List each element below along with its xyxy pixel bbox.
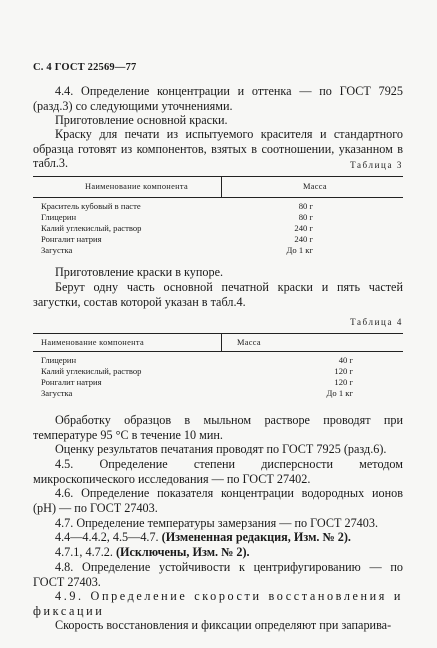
table-cell-mass: 40 г — [338, 355, 353, 365]
table-cell-mass: 80 г — [298, 201, 313, 211]
table-cell-name: Глицерин — [41, 212, 77, 222]
paragraph-berut: Берут одну часть основной печатной краски и пять частей загустки, состав которой указан в табл.4. — [33, 280, 403, 309]
table-cell-name: Загустка — [41, 388, 73, 398]
table-cell-mass: До 1 кг — [286, 245, 313, 255]
table-column-divider — [221, 333, 222, 351]
paragraph-kraska: Краску для печати из испытуемого красителя и стандартного образца готовят из компонентов, взятых в соотношении, указанном в табл.3. — [33, 127, 403, 171]
paragraph-4-6: 4.6. Определение показателя концентрации водородных ионов (рН) — по ГОСТ 27403. — [33, 486, 403, 515]
paragraph-skorost: Скорость восстановления и фиксации определяют при запарива- — [55, 618, 392, 632]
table-cell-mass: 240 г — [294, 234, 313, 244]
table-cell-name: Калий углекислый, раствор — [41, 223, 142, 233]
paragraph-4-7: 4.7. Определение температуры замерзания — по ГОСТ 27403. — [55, 516, 378, 530]
table-4 — [33, 333, 403, 405]
paragraph-4-4: 4.4. Определение концентрации и оттенка — по ГОСТ 7925 (разд.3) со следующими уточнениями. — [33, 84, 403, 113]
table-rule — [33, 176, 403, 177]
revision-note: (Измененная редакция, Изм. № 2). — [161, 530, 351, 544]
page-header: С. 4 ГОСТ 22569—77 — [33, 62, 137, 73]
paragraph-4-5: 4.5. Определение степени дисперсности методом микроскопического исследования — по ГОСТ 27402. — [33, 457, 403, 486]
paragraph-4-9: 4.9. Определение скорости восстановления и фиксации — [33, 589, 403, 618]
paragraph-revision — [33, 530, 403, 545]
table-3 — [33, 176, 403, 260]
excluded-ref: 4.7.1, 4.7.2. — [55, 545, 113, 559]
table-cell-name: Загустка — [41, 245, 73, 255]
excluded-note: (Исключены, Изм. № 2). — [115, 545, 250, 559]
table-column-divider — [221, 176, 222, 197]
paragraph-obrabotka: Обработку образцов в мыльном растворе проводят при температуре 95 °С в течение 10 мин. — [33, 413, 403, 442]
paragraph-prep-main: Приготовление основной краски. — [55, 113, 228, 127]
table-cell-mass: 120 г — [334, 366, 353, 376]
table-cell-name: Ронгалит натрия — [41, 377, 102, 387]
table-header-mass: Масса — [303, 182, 327, 191]
table-rule — [33, 351, 403, 352]
table-cell-name: Краситель кубовый в пасте — [41, 201, 141, 211]
table-cell-mass: 240 г — [294, 223, 313, 233]
paragraph-prep-kupor: Приготовление краски в купоре. — [55, 265, 224, 279]
table-cell-name: Ронгалит натрия — [41, 234, 102, 244]
table-header-mass: Масса — [237, 338, 261, 347]
table-cell-mass: 80 г — [298, 212, 313, 222]
paragraph-ocenka: Оценку результатов печатания проводят по ГОСТ 7925 (разд.6). — [55, 442, 387, 456]
table-rule — [33, 197, 403, 198]
table-header-name: Наименование компонента — [85, 182, 188, 191]
table-cell-name: Калий углекислый, раствор — [41, 366, 142, 376]
table-cell-name: Глицерин — [41, 355, 77, 365]
paragraph-excluded — [33, 545, 403, 560]
table-3-caption: Таблица 3 — [350, 160, 403, 170]
table-cell-mass: До 1 кг — [326, 388, 353, 398]
table-rule — [33, 333, 403, 334]
paragraph-4-8: 4.8. Определение устойчивости к центрифугированию — по ГОСТ 27403. — [33, 560, 403, 589]
table-4-caption: Таблица 4 — [350, 317, 403, 327]
table-cell-mass: 120 г — [334, 377, 353, 387]
table-header-name: Наименование компонента — [41, 338, 144, 347]
revision-ref: 4.4—4.4.2, 4.5—4.7. — [55, 530, 159, 544]
